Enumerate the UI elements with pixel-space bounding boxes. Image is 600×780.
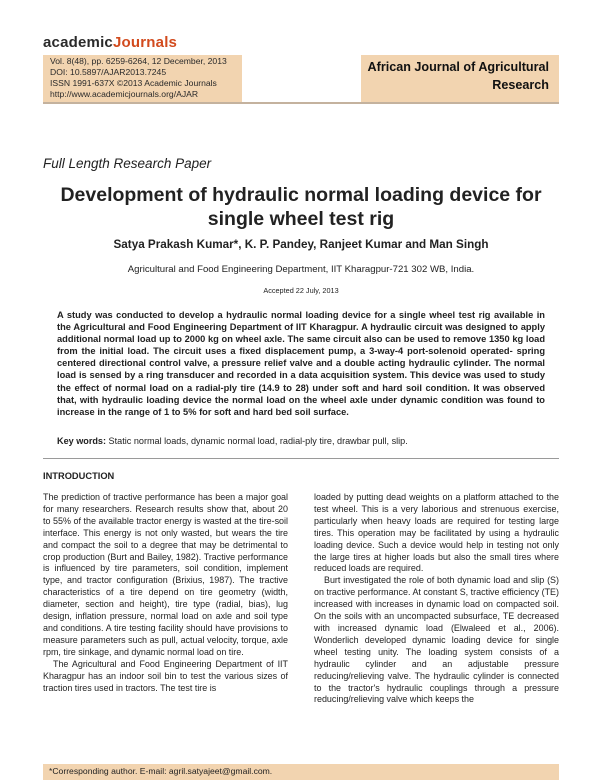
journal-name-box [361, 55, 559, 102]
keywords-label: Key words: [57, 436, 107, 446]
issn-line: ISSN 1991-637X ©2013 Academic Journals [50, 78, 217, 88]
publisher-logo [43, 34, 177, 51]
volume-line: Vol. 8(48), pp. 6259-6264, 12 December, 2013 [50, 56, 227, 66]
abstract: A study was conducted to develop a hydraulic normal loading device for a single wheel test rig available in the Agricultural and Food Engineering Department of IIT Kharagpur. A hydraulic circuit was designed to apply additional normal load up to 2000 kg on wheel axle. The same circuit also can be used to remove 1350 kg load from the initial load. The circuit uses a fixed displacement pump, a 3-way-4 port-solenoid operated- spring centered directional control valve, a pressure relief valve and a double acting hydraulic cylinder. The normal load is sensed by a ring transducer and recorded in a data acquisition system. This device was used to study the effect of normal load on a radial-ply tire (14.9 to 28) under soft and hard soil condition. It was observed that, with hydraulic loading device the normal load on the wheel axle under dynamic condition was found to increase in the range of 1 to 5% for soft and hard bed soil surface. [57, 310, 545, 417]
footnote-box [43, 764, 559, 780]
keywords-text: Static normal loads, dynamic normal load, radial-ply tire, drawbar pull, slip. [106, 436, 408, 446]
logo-accent-text: Journals [112, 34, 178, 51]
paragraph: Burt investigated the role of both dynamic load and slip (S) on tractive performance. At constant S, tractive efficiency (TE) increased with increases in dynamic load on compacted soil. On the soils with an uncompacted subsurface, TE decreased with increased dynamic load (Elwaleed et al., 2006). Wonderlich developed dynamic loading device for single wheel testing unity. The loading system consists of a hydraulic cylinder and an adjustable pressure reducing/relieving valve. The hydraulic cylinder is connected to the tractor's hydraulic couplings through a pressure reducing/relieving valve which keeps the [314, 575, 559, 705]
journal-url-link[interactable]: http://www.academicjournals.org/AJAR [50, 89, 199, 99]
article-title: Development of hydraulic normal loading device for single wheel test rig [60, 184, 542, 230]
authors: Satya Prakash Kumar*, K. P. Pandey, Ranjeet Kumar and Man Singh [113, 238, 489, 251]
left-column [43, 492, 288, 694]
paragraph: loaded by putting dead weights on a platform attached to the test wheel. This is a very laborious and strenuous exercise, particularly when heavy loads are required for testing large tires. This operation may be facilitated by using a hydraulic loading device. Such a device would help in testing not only the large tires at higher loads but also the small tires where reduced loads are required. [314, 492, 559, 574]
paragraph: The prediction of tractive performance has been a major goal for many researchers. Research results show that, about 20 to 55% of the available tractor energy is wasted at the tire-soil interface. This energy is not only wasted, but wears the tire and compact the soil to a degree that may be detrimental to crop production (Burt and Bailey, 1982). Tractive performance is influenced by tire parameters, soil condition, implement type, and tractor configuration (Brixius, 1987). The tractive characteristics of a tire depend on tire geometry (width, diameter, section and height), tire type (radial, bias), lug design, inflation pressure, normal load on axle and soil type and conditions. A tire testing facility should have provisions to measure parameters such as pull, actual velocity, torque, axle rpm, tire sinkage, and dynamic normal load on tire. [43, 492, 288, 657]
corresponding-author-footnote: *Corresponding author. E-mail: agril.satyajeet@gmail.com. [49, 766, 273, 776]
accepted-date: Accepted 22 July, 2013 [263, 286, 339, 295]
doi-line: DOI: 10.5897/AJAR2013.7245 [50, 67, 167, 77]
right-column [314, 492, 559, 706]
logo-text: academic [43, 34, 113, 51]
citation-info-box [43, 55, 242, 102]
keywords [57, 436, 545, 446]
paragraph: The Agricultural and Food Engineering Department of IIT Kharagpur has an indoor soil bin to test the various sizes of traction tires used in tractors. The test tire is [43, 658, 288, 693]
journal-title: African Journal of Agricultural Research [367, 60, 549, 92]
paper-type: Full Length Research Paper [43, 156, 212, 171]
section-heading-introduction: INTRODUCTION [43, 471, 115, 481]
affiliation: Agricultural and Food Engineering Department, IIT Kharagpur-721 302 WB, India. [127, 264, 475, 275]
section-divider [43, 458, 559, 459]
header-divider [43, 102, 559, 104]
